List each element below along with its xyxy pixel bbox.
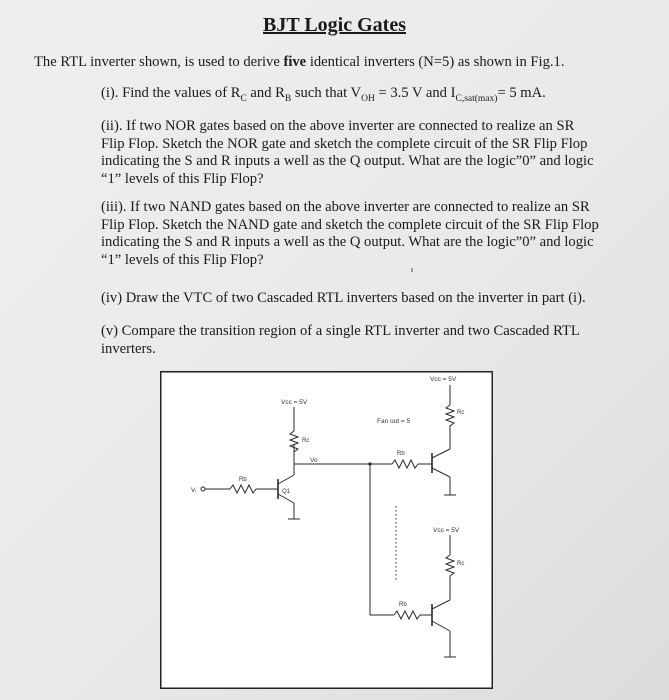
vin-label: Vᵢ xyxy=(191,487,197,494)
q1-part: (i). Find the values of R xyxy=(101,85,241,101)
question-2 xyxy=(101,118,601,188)
question-1 xyxy=(101,85,601,109)
page-title: BJT Logic Gates xyxy=(263,14,406,36)
q1-part: = 3.5 V and I xyxy=(374,85,456,101)
junction-dot xyxy=(368,462,371,465)
q1-part: and R xyxy=(246,85,285,101)
vcc2-label: Vcc = 5V xyxy=(430,376,457,383)
question-5 xyxy=(101,323,601,358)
question-2-text: (ii). If two NOR gates based on the above inverter are connected to realize an SR Flip Flop. Sketch the NOR gate and sketch the complete circuit of the SR Flip Flop indicating the S and R inputs a well as the Q output. What are the logic”0” and logic “1” levels of this Flip Flop? xyxy=(101,118,594,187)
q1-subscript: B xyxy=(284,93,292,104)
vo-label: Vo xyxy=(310,457,318,464)
rc1-label: Rc xyxy=(302,438,310,444)
q1-part: such that V xyxy=(291,85,362,101)
intro-paragraph xyxy=(34,54,564,71)
question-3-text: (iii). If two NAND gates based on the above inverter are connected to realize an SR Flip Flop. Sketch the NAND gate and sketch the complete circuit of the SR Flip Flop indicating the S and R inputs a well as the Q output. What are the logic”0” and logic “1” levels of this Flip Flop? xyxy=(101,199,599,268)
rc2-label: Rc xyxy=(457,410,465,416)
circuit-diagram xyxy=(160,371,493,689)
fanout-label: Fan out = 5 xyxy=(377,418,411,425)
input-terminal xyxy=(201,487,205,491)
question-4 xyxy=(101,290,601,308)
intro-bold-word: five xyxy=(283,54,307,70)
rb2-label: Rb xyxy=(397,451,405,457)
question-3 xyxy=(101,199,601,269)
stray-mark xyxy=(411,268,413,272)
q1-label: Q1 xyxy=(282,489,291,495)
q1-subscript: C xyxy=(240,93,247,104)
q1-subscript: OH xyxy=(361,93,375,104)
vcc3-label: Vcc = 5V xyxy=(433,527,460,534)
question-4-text: (iv) Draw the VTC of two Cascaded RTL inverters based on the inverter in part (i). xyxy=(101,290,586,306)
question-5-text: (v) Compare the transition region of a single RTL inverter and two Cascaded RTL inverters. xyxy=(101,323,580,357)
q1-subscript: C,sat(max) xyxy=(455,93,498,104)
rc3-label: Rc xyxy=(457,561,465,567)
vcc1-label: Vcc = 5V xyxy=(281,399,308,406)
rb3-label: Rb xyxy=(399,602,407,608)
rb1-label: Rb xyxy=(239,477,247,483)
rtl-circuit-figure xyxy=(160,371,493,689)
q1-part: = 5 mA. xyxy=(497,85,546,101)
intro-text-before: The RTL inverter shown, is used to derive xyxy=(34,54,284,70)
intro-text-after: identical inverters (N=5) as shown in Fig.1. xyxy=(306,54,565,70)
